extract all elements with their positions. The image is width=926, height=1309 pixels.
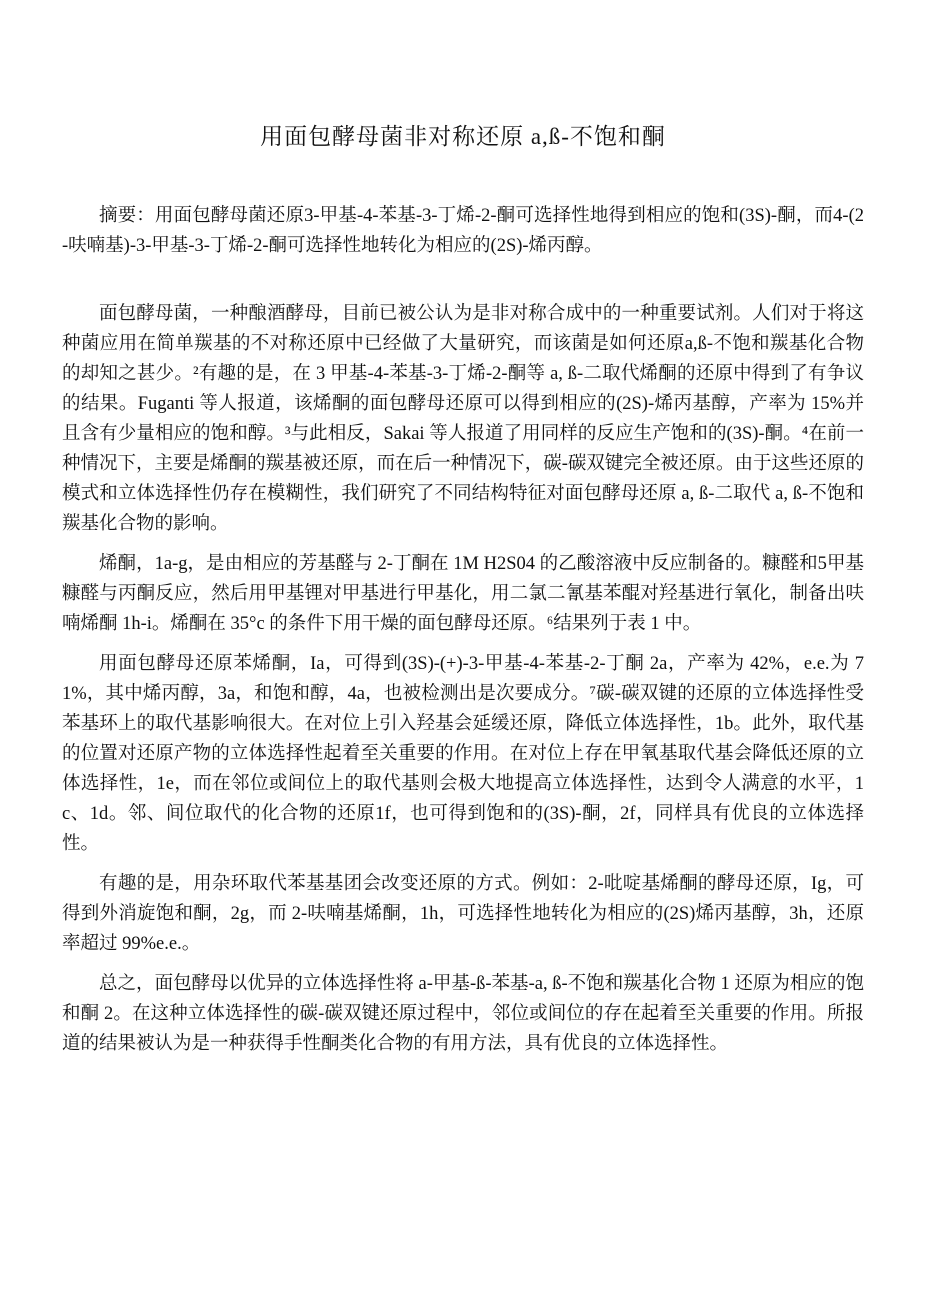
abstract-paragraph: 摘要：用面包酵母菌还原3-甲基-4-苯基-3-丁烯-2-酮可选择性地得到相应的饱和(3S)-酮，而4-(2-呋喃基)-3-甲基-3-丁烯-2-酮可选择性地转化为相应的(2S)-烯丙醇。	[62, 206, 864, 256]
body-paragraph-preparation: 烯酮，1a-g，是由相应的芳基醛与 2-丁酮在 1M H2S04 的乙酸溶液中反应制备的。糠醛和5甲基糠醛与丙酮反应，然后用甲基锂对甲基进行甲基化，用二氯二氰基苯醌对羟基进行氧化，制备出呋喃烯酮 1h-i。烯酮在 35°c 的条件下用干燥的面包酵母还原。⁶结果列于表 1 中。	[62, 554, 864, 634]
document-title: 用面包酵母菌非对称还原 a,ß-不饱和酮	[260, 124, 666, 149]
body-paragraph-heterocycle: 有趣的是，用杂环取代苯基基团会改变还原的方式。例如：2-吡啶基烯酮的酵母还原，Ig，可得到外消旋饱和酮，2g，而 2-呋喃基烯酮，1h，可选择性地转化为相应的(2S)烯丙基醇，3h，还原率超过 99%e.e.。	[62, 874, 864, 954]
body-paragraph-conclusion: 总之，面包酵母以优异的立体选择性将 a-甲基-ß-苯基-a, ß-不饱和羰基化合物 1 还原为相应的饱和酮 2。在这种立体选择性的碳-碳双键还原过程中，邻位或间位的存在起着至关重要的作用。所报道的结果被认为是一种获得手性酮类化合物的有用方法，具有优良的立体选择性。	[62, 974, 864, 1054]
body-paragraph-results: 用面包酵母还原苯烯酮，Ia，可得到(3S)-(+)-3-甲基-4-苯基-2-丁酮 2a，产率为 42%，e.e.为 71%，其中烯丙醇，3a，和饱和醇，4a，也被检测出是次要成分。⁷碳-碳双键的还原的立体选择性受苯基环上的取代基影响很大。在对位上引入羟基会延缓还原，降低立体选择性，1b。此外，取代基的位置对还原产物的立体选择性起着至关重要的作用。在对位上存在甲氧基取代基会降低还原的立体选择性，1e，而在邻位或间位上的取代基则会极大地提高立体选择性，达到令人满意的水平，1c、1d。邻、间位取代的化合物的还原1f，也可得到饱和的(3S)-酮，2f，同样具有优良的立体选择性。	[62, 654, 864, 854]
body-paragraph-intro: 面包酵母菌，一种酿酒酵母，目前已被公认为是非对称合成中的一种重要试剂。人们对于将这种菌应用在简单羰基的不对称还原中已经做了大量研究，而该菌是如何还原a,ß-不饱和羰基化合物的却知之甚少。²有趣的是，在 3 甲基-4-苯基-3-丁烯-2-酮等 a, ß-二取代烯酮的还原中得到了有争议的结果。Fuganti 等人报道，该烯酮的面包酵母还原可以得到相应的(2S)-烯丙基醇，产率为 15%并且含有少量相应的饱和醇。³与此相反，Sakai 等人报道了用同样的反应生产饱和的(3S)-酮。⁴在前一种情况下，主要是烯酮的羰基被还原，而在后一种情况下，碳-碳双键完全被还原。由于这些还原的模式和立体选择性仍存在模糊性，我们研究了不同结构特征对面包酵母还原 a, ß-二取代 a, ß-不饱和羰基化合物的影响。	[62, 304, 864, 534]
